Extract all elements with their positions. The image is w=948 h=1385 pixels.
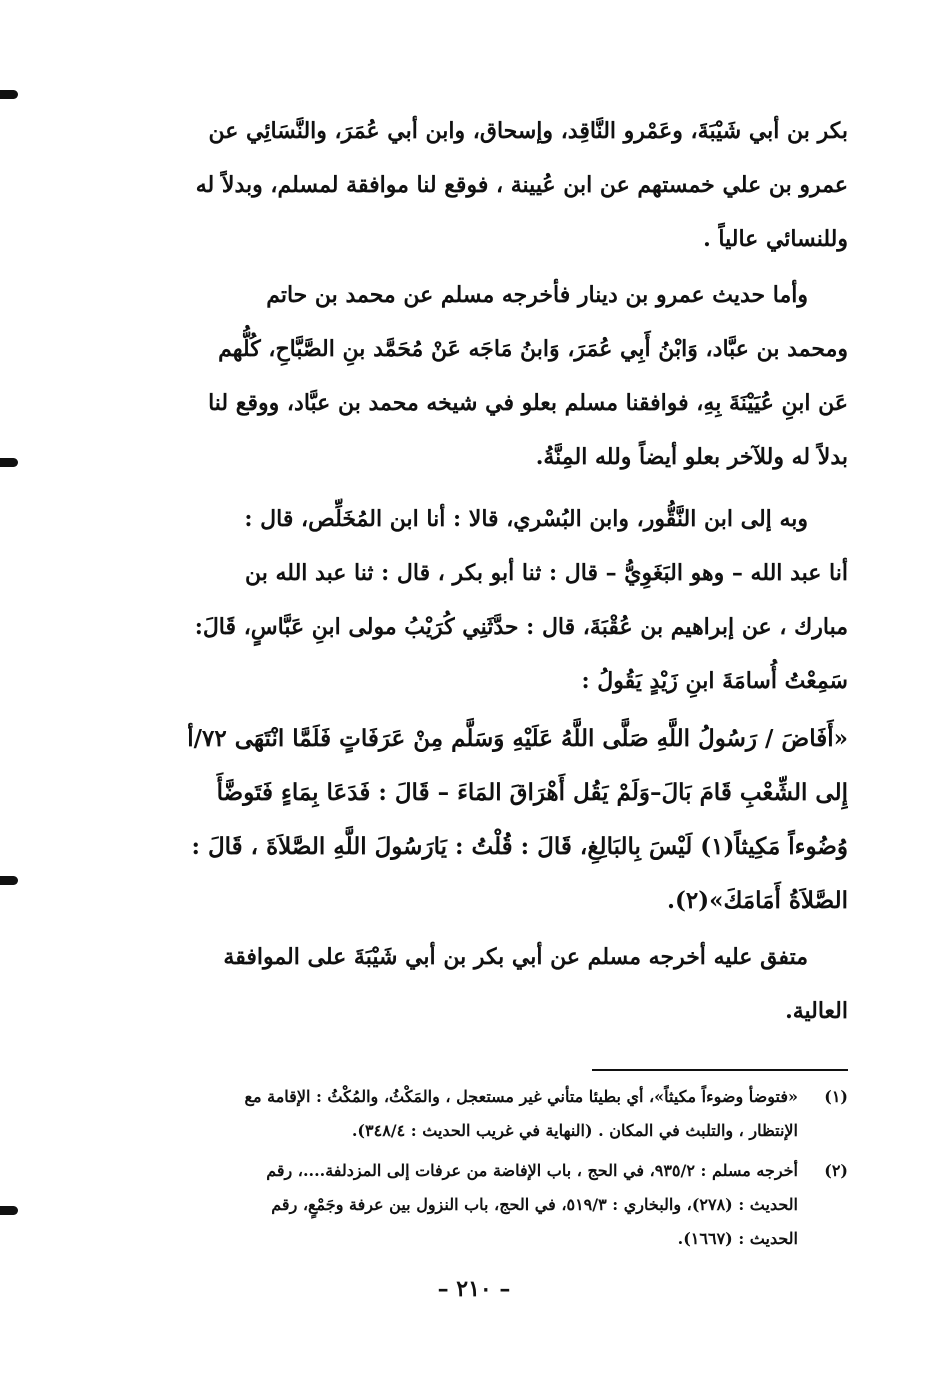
text-line: أنا عبد الله – وهو البَغَوِيُّ – قال : ثنا أبو بكر ، قال : ثنا عبد الله بن <box>244 560 848 586</box>
scan-edge-mark <box>0 458 18 467</box>
paragraph-5 <box>176 930 848 1038</box>
text-line: عَن ابنِ عُيَيْنَةَ بِهِ، فوافقنا مسلم بعلو في شيخه محمد بن عبَّاد، ووقع لنا <box>208 390 848 416</box>
footnote-divider <box>592 1069 848 1071</box>
footnote-line: «فتوضأ وضوءاً مكيثاً»، أي بطيئا متأني غير مستعجل ، والمَكْثُ، والمُكْثُ : الإقامة مع <box>244 1087 798 1106</box>
text-line: وبه إلى ابن النَّقُّور، وابن البُسْري، قالا : أنا ابن المُخَلِّص، قال : <box>244 506 808 532</box>
text-line: الصَّلاَةُ أَمَامَكَ»(٢). <box>666 887 848 914</box>
footnote-text <box>176 1080 798 1148</box>
paragraph-1 <box>176 104 848 266</box>
footnote-line: أخرجه مسلم : ٩٣٥/٢، في الحج ، باب الإفاضة من عرفات إلى المزدلفة....، رقم <box>266 1161 798 1180</box>
hadith-text <box>110 712 848 928</box>
text-line: وُضُوءاً مَكِيثاً(١) لَيْسَ بِالبَالِغِ، قَالَ : قُلْتُ : يَارَسُولَ اللَّهِ الصَّلاَةَ ، قَالَ : <box>191 833 848 860</box>
footnote-text <box>176 1154 798 1256</box>
text-line: عمرو بن علي خمستهم عن ابن عُيينة ، فوقع لنا موافقة لمسلم، وبدلاً له <box>195 172 848 198</box>
text-line: سَمِعْتُ أُسامَةَ ابنِ زَيْدٍ يَقُولُ : <box>581 668 848 694</box>
footnote-line: الإنتظار ، والتلبث في المكان . (النهاية في غريب الحديث : ٣٤٨/٤). <box>351 1121 798 1140</box>
text-line: إِلى الشِّعْبِ قَامَ بَالَ–وَلَمْ يَقُل أَهْرَاقَ المَاءَ – قَالَ : فَدَعَا بِمَاءٍ فَتَوضَّأَ <box>216 779 848 806</box>
footnote-line: الحديث : (٢٧٨)، والبخاري : ٥١٩/٣، في الحج، باب النزول بين عرفة وجَمْعٍ، رقم <box>271 1195 798 1214</box>
text-line: وللنسائي عالياً . <box>703 226 848 252</box>
text-line: بكر بن أبي شَيْبَةَ، وعَمْرو النَّاقِد، وإسحاق، وابن أبي عُمَرَ، والنَّسَائِي عن <box>208 118 848 144</box>
footnote-2 <box>176 1154 848 1256</box>
text-line: مبارك ، عن إبراهيم بن عُقْبَةَ، قال : حدَّثَنِي كُرَيْبُ مولى ابنِ عَبَّاسٍ، قَالَ: <box>194 614 848 640</box>
footnote-line: الحديث : (١٦٦٧). <box>677 1229 798 1248</box>
scan-edge-mark <box>0 1206 18 1215</box>
text-line: العالية. <box>785 998 848 1024</box>
footnotes <box>176 1080 848 1262</box>
paragraph-2 <box>176 268 848 484</box>
text-line: ومحمد بن عبَّاد، وَابْنُ أَبِي عُمَرَ، وَابنُ مَاجَه عَنْ مُحَمَّد بنِ الصَّبَّاحِ، كُلُّهم <box>218 336 848 362</box>
paragraph-3 <box>176 492 848 708</box>
footnote-number: (١) <box>824 1087 848 1106</box>
scan-edge-mark <box>0 90 18 99</box>
text-line: بدلاً له وللآخر بعلو أيضاً ولله المِنَّةُ. <box>535 444 848 470</box>
text-line: «أَفَاضَ / رَسُولُ اللَّهِ صَلَّى اللَّهُ عَلَيْهِ وَسَلَّم مِنْ عَرَفَاتٍ فَلَمَّا انْتَهَى ٧٢/أ <box>187 725 848 752</box>
scan-edge-mark <box>0 876 18 885</box>
text-line: متفق عليه أخرجه مسلم عن أبي بكر بن أبي شَيْبَةَ على الموافقة <box>223 944 808 970</box>
footnote-1 <box>176 1080 848 1148</box>
page-number: – ٢١٠ – <box>437 1276 511 1302</box>
text-line: وأما حديث عمرو بن دينار فأخرجه مسلم عن محمد بن حاتم <box>266 282 808 308</box>
footnote-number: (٢) <box>824 1161 848 1180</box>
